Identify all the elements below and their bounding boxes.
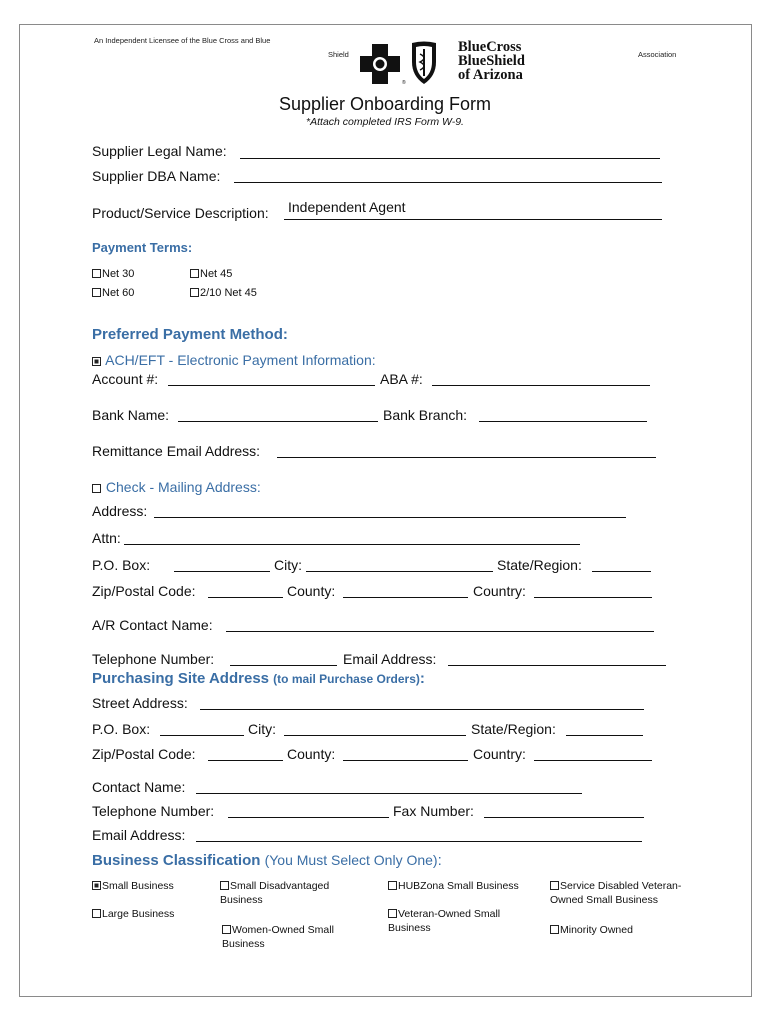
check-option[interactable]	[92, 479, 261, 495]
purchasing-heading-colon: :	[419, 670, 425, 687]
classification-heading-note: (You Must Select Only One)	[264, 852, 438, 868]
telephone-field[interactable]	[230, 665, 337, 666]
payment-terms-heading: Payment Terms:	[92, 240, 193, 255]
state-label: State/Region:	[497, 557, 582, 573]
form-title: Supplier Onboarding Form	[278, 94, 492, 114]
address-field[interactable]	[154, 517, 626, 518]
remit-email-field[interactable]	[277, 457, 656, 458]
county-field[interactable]	[343, 597, 468, 598]
class-small-business[interactable]	[92, 879, 212, 893]
bank-name-field[interactable]	[178, 421, 378, 422]
county-label: County:	[287, 583, 336, 599]
bank-name-label: Bank Name:	[92, 407, 170, 423]
class-large-business[interactable]	[92, 907, 212, 921]
check-checkbox[interactable]	[92, 484, 101, 493]
address-label: Address:	[92, 503, 148, 519]
shield-word: Shield	[328, 50, 349, 59]
account-label: Account #:	[92, 371, 159, 387]
net45-option[interactable]	[190, 268, 232, 280]
p-country-field[interactable]	[534, 760, 652, 761]
p-state-field[interactable]	[566, 735, 643, 736]
p-city-field[interactable]	[284, 735, 466, 736]
large-business-checkbox[interactable]	[92, 909, 101, 918]
women-owned-checkbox[interactable]	[222, 925, 231, 934]
class-minority-owned[interactable]	[550, 923, 700, 937]
aba-field[interactable]	[432, 385, 650, 386]
class-hubzona[interactable]	[388, 879, 543, 893]
street-field[interactable]	[200, 709, 644, 710]
licensee-text: An Independent Licensee of the Blue Cross and Blue	[94, 36, 271, 45]
zip-label: Zip/Postal Code:	[92, 583, 196, 599]
po-box-field[interactable]	[174, 571, 270, 572]
small-disadvantaged-label: Small Disadvantaged Business	[220, 880, 330, 906]
email-field[interactable]	[448, 665, 666, 666]
net30-checkbox[interactable]	[92, 269, 101, 278]
large-business-label: Large Business	[102, 908, 175, 920]
purchasing-heading-note: (to mail Purchase Orders)	[273, 672, 420, 686]
veteran-owned-label: Veteran-Owned Small Business	[388, 908, 501, 934]
p-po-box-field[interactable]	[160, 735, 244, 736]
bank-branch-label: Bank Branch:	[383, 407, 468, 423]
attn-field[interactable]	[124, 544, 580, 545]
class-small-disadvantaged[interactable]	[220, 879, 370, 907]
street-label: Street Address:	[92, 695, 188, 711]
remit-email-label: Remittance Email Address:	[92, 443, 261, 459]
minority-owned-label: Minority Owned	[560, 924, 633, 936]
hubzona-label: HUBZona Small Business	[398, 880, 519, 892]
small-business-label: Small Business	[102, 880, 174, 892]
minority-owned-checkbox[interactable]	[550, 925, 559, 934]
bcbs-logo	[360, 40, 540, 86]
contact-field[interactable]	[196, 793, 582, 794]
2-10-net45-label: 2/10 Net 45	[200, 287, 257, 299]
legal-name-label: Supplier Legal Name:	[92, 143, 227, 159]
contact-label: Contact Name:	[92, 779, 186, 795]
small-disadvantaged-checkbox[interactable]	[220, 881, 229, 890]
logo-line-3: of Arizona	[458, 67, 523, 83]
fax-field[interactable]	[484, 817, 644, 818]
p-zip-field[interactable]	[208, 760, 283, 761]
p-state-label: State/Region:	[471, 721, 556, 737]
country-field[interactable]	[534, 597, 652, 598]
cross-shield-icon	[360, 40, 450, 86]
form-subtitle: *Attach completed IRS Form W-9.	[306, 116, 464, 128]
service-disabled-veteran-checkbox[interactable]	[550, 881, 559, 890]
class-veteran-owned[interactable]	[388, 907, 528, 935]
country-label: Country:	[473, 583, 526, 599]
ach-label: ACH/EFT - Electronic Payment Information:	[105, 352, 376, 368]
p-county-label: County:	[287, 746, 336, 762]
city-field[interactable]	[306, 571, 493, 572]
check-label: Check - Mailing Address:	[105, 479, 261, 495]
women-owned-label: Women-Owned Small Business	[222, 924, 334, 950]
net60-checkbox[interactable]	[92, 288, 101, 297]
attn-label: Attn:	[92, 530, 121, 546]
city-label: City:	[274, 557, 302, 573]
net30-label: Net 30	[102, 268, 135, 280]
telephone-label: Telephone Number:	[92, 651, 215, 667]
p-email-field[interactable]	[196, 841, 642, 842]
net60-option[interactable]	[92, 287, 134, 299]
p-po-box-label: P.O. Box:	[92, 721, 151, 737]
class-women-owned[interactable]	[222, 923, 370, 951]
classification-heading-text: Business Classification	[92, 852, 261, 869]
net45-checkbox[interactable]	[190, 269, 199, 278]
state-field[interactable]	[592, 571, 651, 572]
veteran-owned-checkbox[interactable]	[388, 909, 397, 918]
product-value: Independent Agent	[288, 199, 406, 215]
ach-checkbox[interactable]	[92, 357, 101, 366]
product-field[interactable]	[284, 219, 662, 220]
fax-label: Fax Number:	[393, 803, 474, 819]
logo-line-1: BlueCross	[458, 39, 522, 55]
zip-field[interactable]	[208, 597, 283, 598]
classification-heading	[92, 852, 442, 869]
small-business-checkbox[interactable]	[92, 881, 101, 890]
ar-contact-label: A/R Contact Name:	[92, 617, 213, 633]
dba-label: Supplier DBA Name:	[92, 168, 221, 184]
bank-branch-field[interactable]	[479, 421, 647, 422]
service-disabled-veteran-label: Service Disabled Veteran-Owned Small Business	[550, 880, 682, 906]
p-telephone-field[interactable]	[228, 817, 389, 818]
2-10-net45-option[interactable]	[190, 287, 257, 299]
aba-label: ABA #:	[380, 371, 423, 387]
logo-wordmark	[458, 40, 525, 82]
purchasing-heading-text: Purchasing Site Address	[92, 670, 269, 687]
hubzona-checkbox[interactable]	[388, 881, 397, 890]
p-zip-label: Zip/Postal Code:	[92, 746, 196, 762]
logo-line-2: BlueShield	[458, 53, 525, 69]
2-10-net45-checkbox[interactable]	[190, 288, 199, 297]
payment-method-heading: Preferred Payment Method:	[92, 326, 288, 343]
net30-option[interactable]	[92, 268, 134, 280]
class-service-disabled-veteran[interactable]	[550, 879, 710, 907]
svg-text:®: ®	[402, 80, 406, 86]
net45-label: Net 45	[200, 268, 233, 280]
legal-name-field[interactable]	[240, 158, 660, 159]
product-label: Product/Service Description:	[92, 205, 269, 221]
p-country-label: Country:	[473, 746, 526, 762]
p-email-label: Email Address:	[92, 827, 186, 843]
ar-contact-field[interactable]	[226, 631, 654, 632]
net60-label: Net 60	[102, 287, 135, 299]
account-field[interactable]	[168, 385, 375, 386]
association-word: Association	[638, 50, 677, 59]
purchasing-heading	[92, 670, 425, 687]
po-box-label: P.O. Box:	[92, 557, 151, 573]
ach-option[interactable]	[92, 352, 376, 368]
classification-heading-colon: :	[437, 852, 442, 869]
dba-field[interactable]	[234, 182, 662, 183]
email-label: Email Address:	[343, 651, 437, 667]
p-county-field[interactable]	[343, 760, 468, 761]
p-city-label: City:	[248, 721, 276, 737]
p-telephone-label: Telephone Number:	[92, 803, 215, 819]
